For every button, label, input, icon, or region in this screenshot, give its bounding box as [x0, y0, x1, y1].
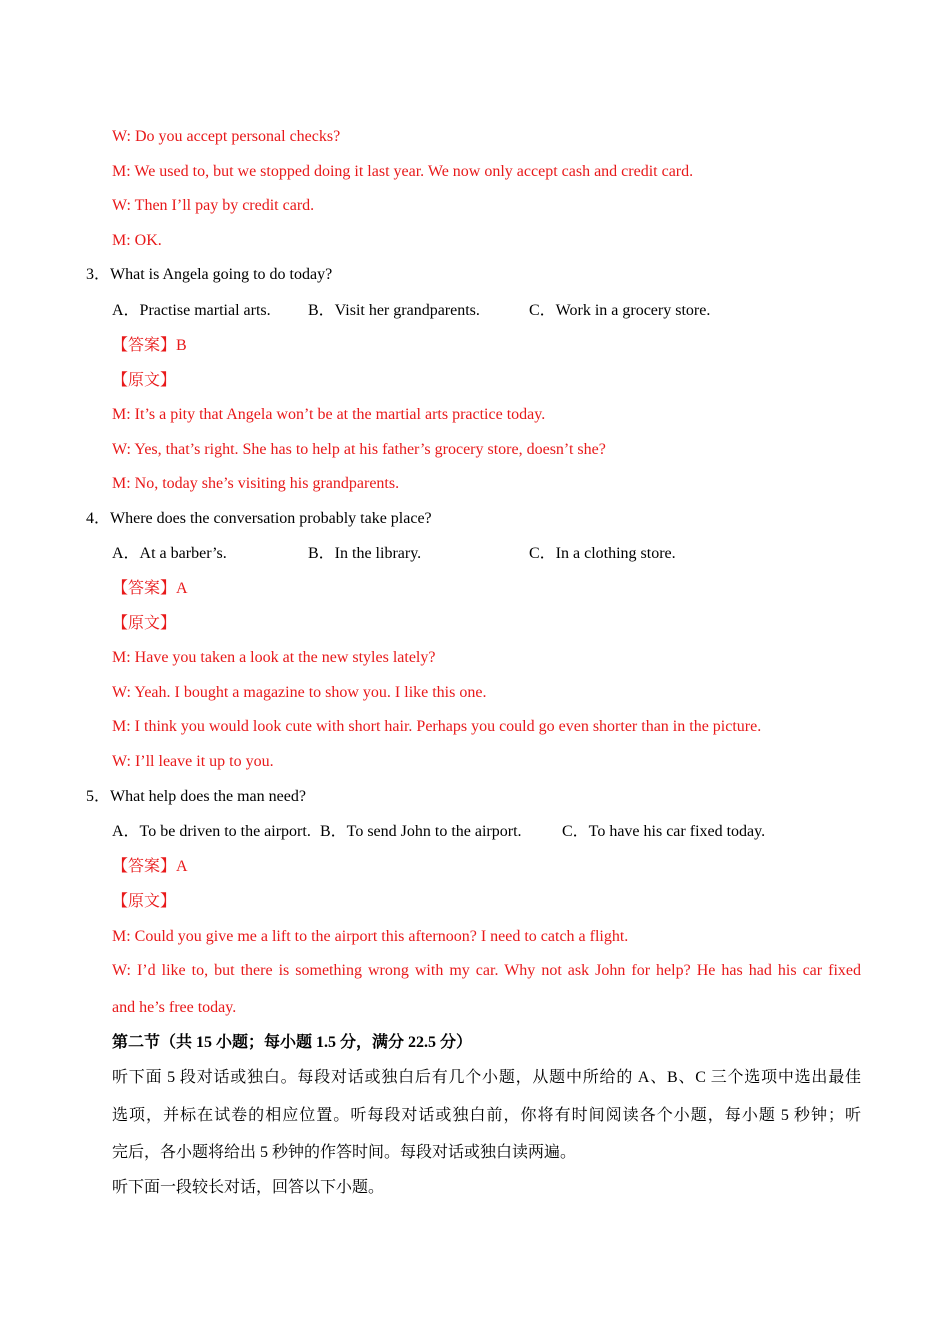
question-4: [86, 509, 432, 529]
question-number: 4．: [86, 510, 111, 527]
answer-label: 【答案】A: [112, 858, 188, 875]
transcript-label: 【原文】: [112, 372, 177, 389]
option-b: B．Visit her grandparents.: [308, 302, 480, 319]
transcript-line: M: I think you would look cute with short hair. Perhaps you could go even shorter than in the picture.: [112, 718, 762, 735]
transcript-line: W: Then I’ll pay by credit card.: [112, 197, 315, 214]
transcript-line: M: OK.: [112, 232, 162, 249]
question-number: 5．: [86, 788, 111, 805]
option-a: A．At a barber’s.: [112, 545, 227, 562]
option-c: C．In a clothing store.: [529, 545, 676, 562]
transcript-line: M: Have you taken a look at the new styles lately?: [112, 649, 436, 666]
instruction-line: 听下面 5 段对话或独白。每段对话或独白后有几个小题，从题中所给的 A、B、C 三个选项中选出最佳: [112, 1069, 861, 1086]
transcript-label: 【原文】: [112, 615, 177, 632]
transcript-line: W: I’ll leave it up to you.: [112, 753, 274, 770]
instruction-line: 完后，各小题将给出 5 秒钟的作答时间。每段对话或独白读两遍。: [112, 1144, 577, 1161]
option-c: C．Work in a grocery store.: [529, 302, 711, 319]
section-prompt: 听下面一段较长对话，回答以下小题。: [112, 1179, 385, 1196]
transcript-line: W: Do you accept personal checks?: [112, 128, 341, 145]
question-text: Where does the conversation probably take place?: [110, 510, 432, 527]
question-text: What help does the man need?: [110, 788, 306, 805]
transcript-line: W: Yeah. I bought a magazine to show you. I like this one.: [112, 684, 487, 701]
section-heading: 第二节（共 15 小题；每小题 1.5 分，满分 22.5 分）: [112, 1034, 473, 1051]
option-b: B．In the library.: [308, 545, 422, 562]
transcript-label: 【原文】: [112, 893, 177, 910]
question-text: What is Angela going to do today?: [110, 266, 333, 283]
option-a: A．Practise martial arts.: [112, 302, 271, 319]
instruction-line: 选项，并标在试卷的相应位置。听每段对话或独白前，你将有时间阅读各个小题，每小题 5 秒钟；听: [112, 1107, 861, 1124]
question-number: 3．: [86, 266, 111, 283]
answer-label: 【答案】B: [112, 337, 187, 354]
question-5: [86, 787, 306, 807]
option-c: C．To have his car fixed today.: [562, 823, 766, 840]
transcript-line: W: I’d like to, but there is something wrong with my car. Why not ask John for help? He has had his car fixed: [112, 962, 861, 979]
transcript-line: W: Yes, that’s right. She has to help at his father’s grocery store, doesn’t she?: [112, 441, 606, 458]
transcript-line: M: It’s a pity that Angela won’t be at the martial arts practice today.: [112, 406, 546, 423]
question-3: [86, 265, 332, 285]
transcript-line: and he’s free today.: [112, 999, 237, 1016]
option-a: A．To be driven to the airport.: [112, 823, 311, 840]
transcript-line: M: Could you give me a lift to the airport this afternoon? I need to catch a flight.: [112, 928, 629, 945]
transcript-line: M: We used to, but we stopped doing it last year. We now only accept cash and credit card.: [112, 163, 694, 180]
answer-label: 【答案】A: [112, 580, 188, 597]
transcript-line: M: No, today she’s visiting his grandparents.: [112, 475, 400, 492]
option-b: B．To send John to the airport.: [320, 823, 522, 840]
